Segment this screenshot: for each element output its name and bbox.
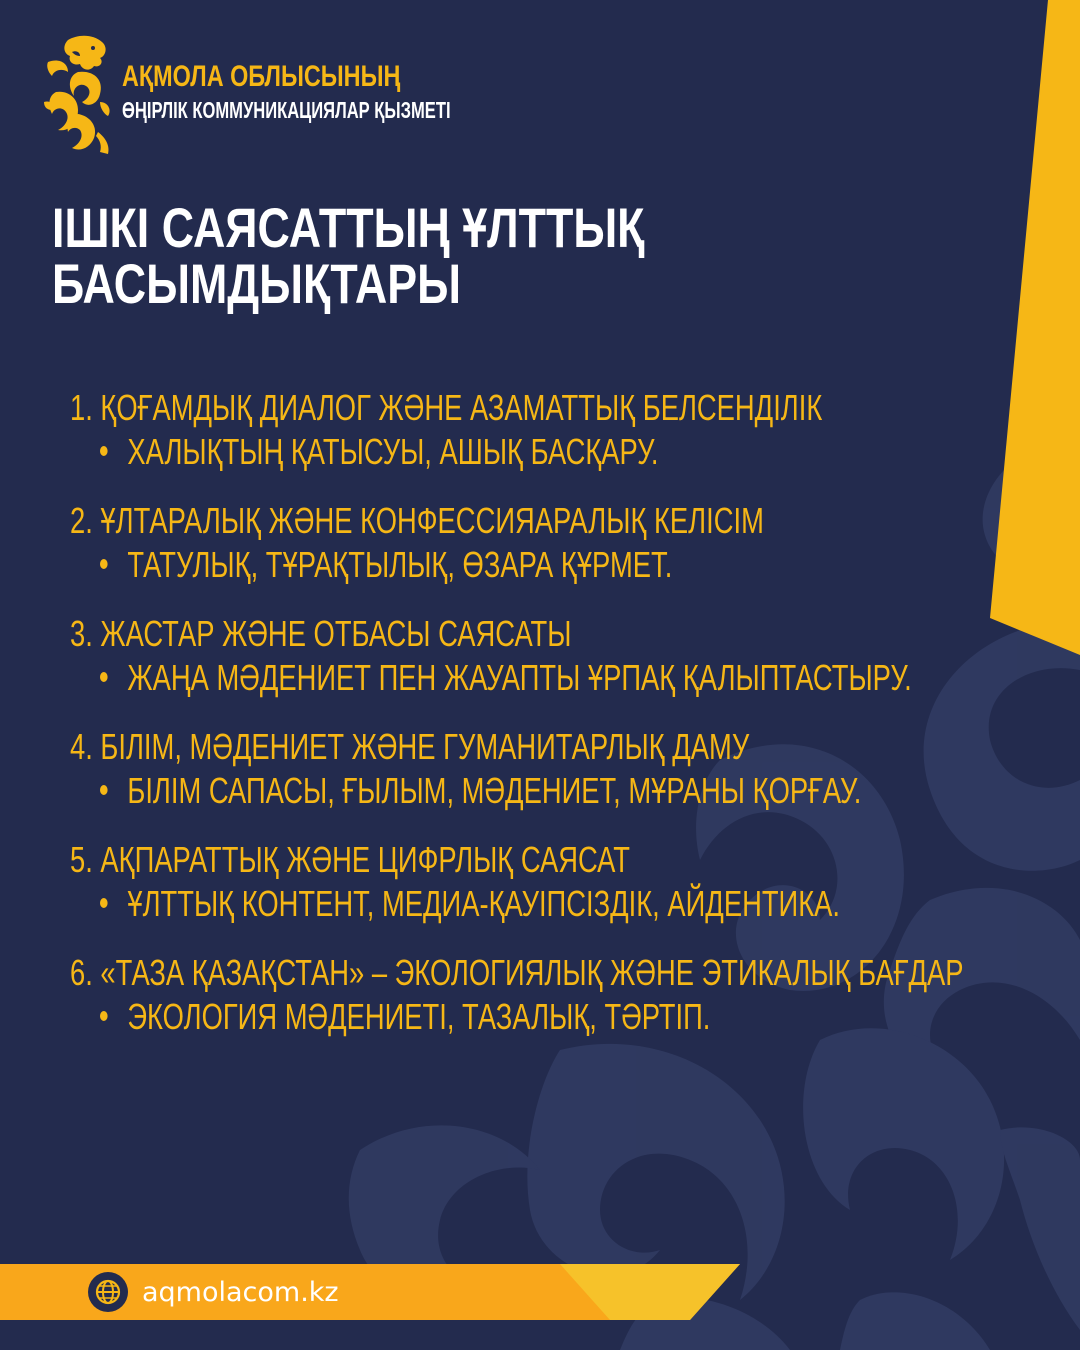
page-title xyxy=(52,196,645,315)
item-detail xyxy=(100,430,837,474)
snow-leopard-icon xyxy=(38,32,118,157)
bullet-icon xyxy=(100,446,108,456)
org-name-line2: ӨҢІРЛІК КОММУНИКАЦИЯЛАР ҚЫЗМЕТІ xyxy=(122,97,451,123)
website-link[interactable] xyxy=(88,1272,339,1312)
item-heading: 3. ЖАСТАР ЖӘНЕ ОТБАСЫ САЯСАТЫ xyxy=(70,613,572,654)
item-detail xyxy=(100,882,840,926)
list-item xyxy=(70,838,1070,951)
bullet-icon xyxy=(100,898,108,908)
item-heading: 4. БІЛІМ, МӘДЕНИЕТ ЖӘНЕ ГУМАНИТАРЛЫҚ ДАМУ xyxy=(70,726,750,767)
title-line2: БАСЫМДЫҚТАРЫ xyxy=(52,252,462,315)
item-detail-text: ЖАҢА МӘДЕНИЕТ ПЕН ЖАУАПТЫ ҰРПАҚ ҚАЛЫПТАСТЫРУ. xyxy=(127,657,912,698)
item-heading: 5. АҚПАРАТТЫҚ ЖӘНЕ ЦИФРЛЫҚ САЯСАТ xyxy=(70,839,630,880)
title-line1: ІШКІ САЯСАТТЫҢ ҰЛТТЫҚ xyxy=(52,196,645,259)
org-name-line1: АҚМОЛА ОБЛЫСЫНЫҢ xyxy=(122,60,401,93)
item-detail xyxy=(100,656,912,700)
website-url[interactable]: aqmolacom.kz xyxy=(142,1276,339,1308)
priority-list xyxy=(70,386,1070,1064)
list-item xyxy=(70,386,1070,499)
item-detail-text: ЭКОЛОГИЯ МӘДЕНИЕТІ, ТАЗАЛЫҚ, ТӘРТІП. xyxy=(127,996,711,1037)
item-detail-text: БІЛІМ САПАСЫ, ҒЫЛЫМ, МӘДЕНИЕТ, МҰРАНЫ ҚОРҒАУ. xyxy=(127,770,862,811)
list-item xyxy=(70,725,1070,838)
item-heading: 2. ҰЛТАРАЛЫҚ ЖӘНЕ КОНФЕССИЯАРАЛЫҚ КЕЛІСІМ xyxy=(70,500,764,541)
list-item xyxy=(70,612,1070,725)
bullet-icon xyxy=(100,1011,108,1021)
bullet-icon xyxy=(100,559,108,569)
globe-icon xyxy=(88,1272,128,1312)
item-heading: 6. «ТАЗА ҚАЗАҚСТАН» – ЭКОЛОГИЯЛЫҚ ЖӘНЕ ЭТИКАЛЫҚ БАҒДАР xyxy=(70,952,964,993)
item-detail xyxy=(100,995,837,1039)
item-detail-text: ҰЛТТЫҚ КОНТЕНТ, МЕДИА-ҚАУІПСІЗДІК, АЙДЕНТИКА. xyxy=(127,883,840,924)
item-detail-text: ТАТУЛЫҚ, ТҰРАҚТЫЛЫҚ, ӨЗАРА ҚҰРМЕТ. xyxy=(127,544,673,585)
item-detail xyxy=(100,769,862,813)
bullet-icon xyxy=(100,672,108,682)
list-item xyxy=(70,499,1070,612)
item-detail xyxy=(100,543,837,587)
item-detail-text: ХАЛЫҚТЫҢ ҚАТЫСУЫ, АШЫҚ БАСҚАРУ. xyxy=(127,431,659,472)
item-heading: 1. ҚОҒАМДЫҚ ДИАЛОГ ЖӘНЕ АЗАМАТТЫҚ БЕЛСЕНДІЛІК xyxy=(70,387,823,428)
organization-name xyxy=(122,60,578,124)
list-item xyxy=(70,951,1070,1064)
bullet-icon xyxy=(100,785,108,795)
